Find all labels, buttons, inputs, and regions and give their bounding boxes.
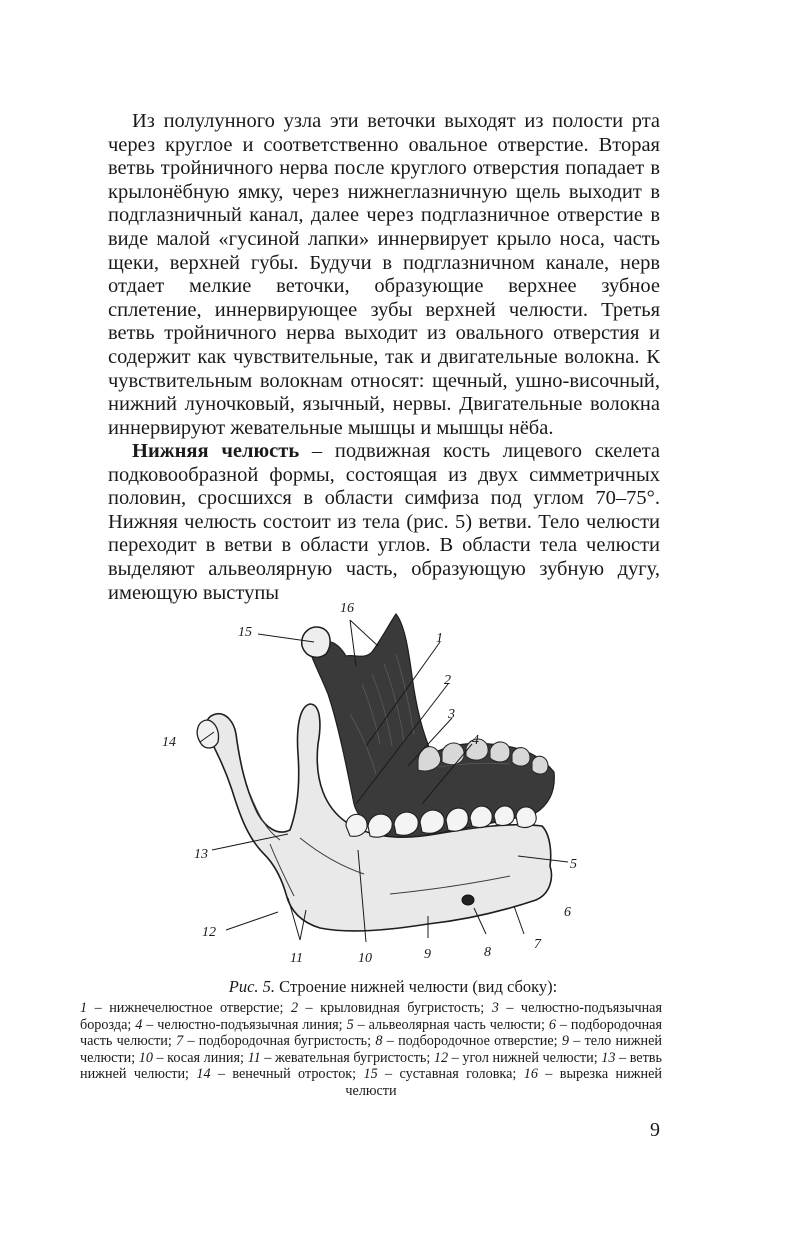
label-8: 8 [484, 945, 491, 960]
legend-num: 6 [548, 1016, 556, 1033]
legend-text: – альвеолярная часть челюсти; [353, 1016, 549, 1033]
label-2: 2 [444, 673, 451, 688]
legend-num: 11 [247, 1049, 261, 1066]
label-5: 5 [570, 857, 577, 872]
legend-text: – тело нижней челюсти; [80, 1033, 662, 1066]
label-11: 11 [290, 951, 303, 966]
legend-text: – подбородочная часть челюсти; [80, 1016, 663, 1050]
label-14: 14 [162, 735, 176, 750]
inner-surface-shading [308, 614, 554, 840]
label-15: 15 [238, 625, 252, 640]
legend-num: 16 [523, 1066, 538, 1083]
figure-caption-title [0, 977, 786, 997]
body-paragraph-2 [108, 440, 660, 605]
legend-text: – крыловидная бугристость; [298, 1000, 492, 1016]
legend-num: 2 [290, 1000, 299, 1016]
legend-num: 5 [346, 1016, 354, 1033]
legend-num: 9 [561, 1033, 569, 1050]
label-3: 3 [448, 707, 455, 722]
term-lower-jaw: Нижняя челюсть [132, 440, 300, 462]
figure-caption-prefix: Рис. 5. [228, 977, 276, 996]
label-10: 10 [358, 951, 372, 966]
label-16: 16 [340, 601, 354, 616]
figure-mandible [150, 594, 620, 972]
label-13: 13 [194, 847, 208, 862]
legend-num: 15 [363, 1066, 378, 1083]
legend-text: – челюстно-подъязычная борозда; [80, 1000, 662, 1033]
legend-text: – венечный отросток; [210, 1066, 364, 1083]
legend-text: – суставная головка; [377, 1066, 524, 1083]
figure-caption-text: Строение нижней челюсти (вид сбоку): [275, 977, 558, 996]
page-number: 9 [650, 1119, 660, 1141]
legend-num: 3 [491, 1000, 499, 1016]
legend-text: – челюстно-подъязычная линия; [142, 1016, 347, 1033]
label-1: 1 [436, 631, 443, 646]
label-7: 7 [534, 937, 541, 952]
body-paragraph-1: Из полулунного узла эти веточки выходят из полости рта через круглое и соответственно овальное отверстие. Вторая ветвь тройничного нерва после круглого отверстия попадает в крылонёбную ямку, через нижнеглазничную щель выходит в подглазничный канал, далее через подглазничное отверстие в виде малой «гусиной лапки» иннервирует крыло носа, часть щеки, верхней губы. Будучи в подглазничном канале, нерв отдает мелкие веточки, образующие верхнее зубное сплетение, иннервирующее зубы верхней челюсти. Третья ветвь тройничного нерва выходит из овального отверстия и содержит как чувствительные, так и двигательные волокна. К чувствительным волокнам относят: щечный, ушно-височный, нижний луночковый, язычный, нервы. Двигательные волокна иннервируют жевательные мышцы и мышцы нёба. [108, 110, 660, 439]
mental-foramen [462, 895, 474, 905]
mandible-illustration [150, 594, 620, 972]
legend-num: 12 [433, 1049, 449, 1066]
legend-num: 8 [375, 1033, 383, 1050]
legend-text: – жевательная бугристость; [260, 1049, 434, 1066]
legend-text: – подбородочное отверстие; [382, 1033, 562, 1050]
coronoid-process [197, 720, 218, 748]
legend-text: – нижнечелюстное отверстие; [87, 1000, 291, 1016]
legend-num: 4 [135, 1016, 143, 1033]
legend-num: 7 [176, 1033, 184, 1050]
condylar-head [302, 627, 330, 657]
label-6: 6 [564, 905, 571, 920]
legend-text: – угол нижней челюсти; [448, 1049, 602, 1066]
legend-num: 1 [80, 1000, 88, 1016]
legend-text: – косая линия; [152, 1049, 248, 1066]
paragraph-2-text: – подвижная кость лицевого скелета подковообразной формы, состоящая из двух симметричных половин, сросшихся в области симфиза под углом 70–75°. Нижняя челюсть состоит из тела (рис. 5) ветви. Тело челюсти переходит в ветви в области углов. В области тела челюсти выделяют альвеолярную часть, образующую зубную дугу, имеющую выступы [108, 440, 661, 604]
legend-num: 10 [138, 1049, 153, 1066]
label-4: 4 [472, 733, 479, 748]
figure-legend [80, 1000, 662, 1100]
legend-text: – вырезка нижней челюсти [345, 1066, 662, 1099]
legend-text: – подбородочная бугристость; [183, 1033, 376, 1050]
label-12: 12 [202, 925, 216, 940]
legend-num: 13 [601, 1049, 616, 1066]
legend-num: 14 [196, 1066, 211, 1083]
label-9: 9 [424, 947, 431, 962]
legend-text: – ветвь нижней челюсти; [80, 1049, 662, 1083]
